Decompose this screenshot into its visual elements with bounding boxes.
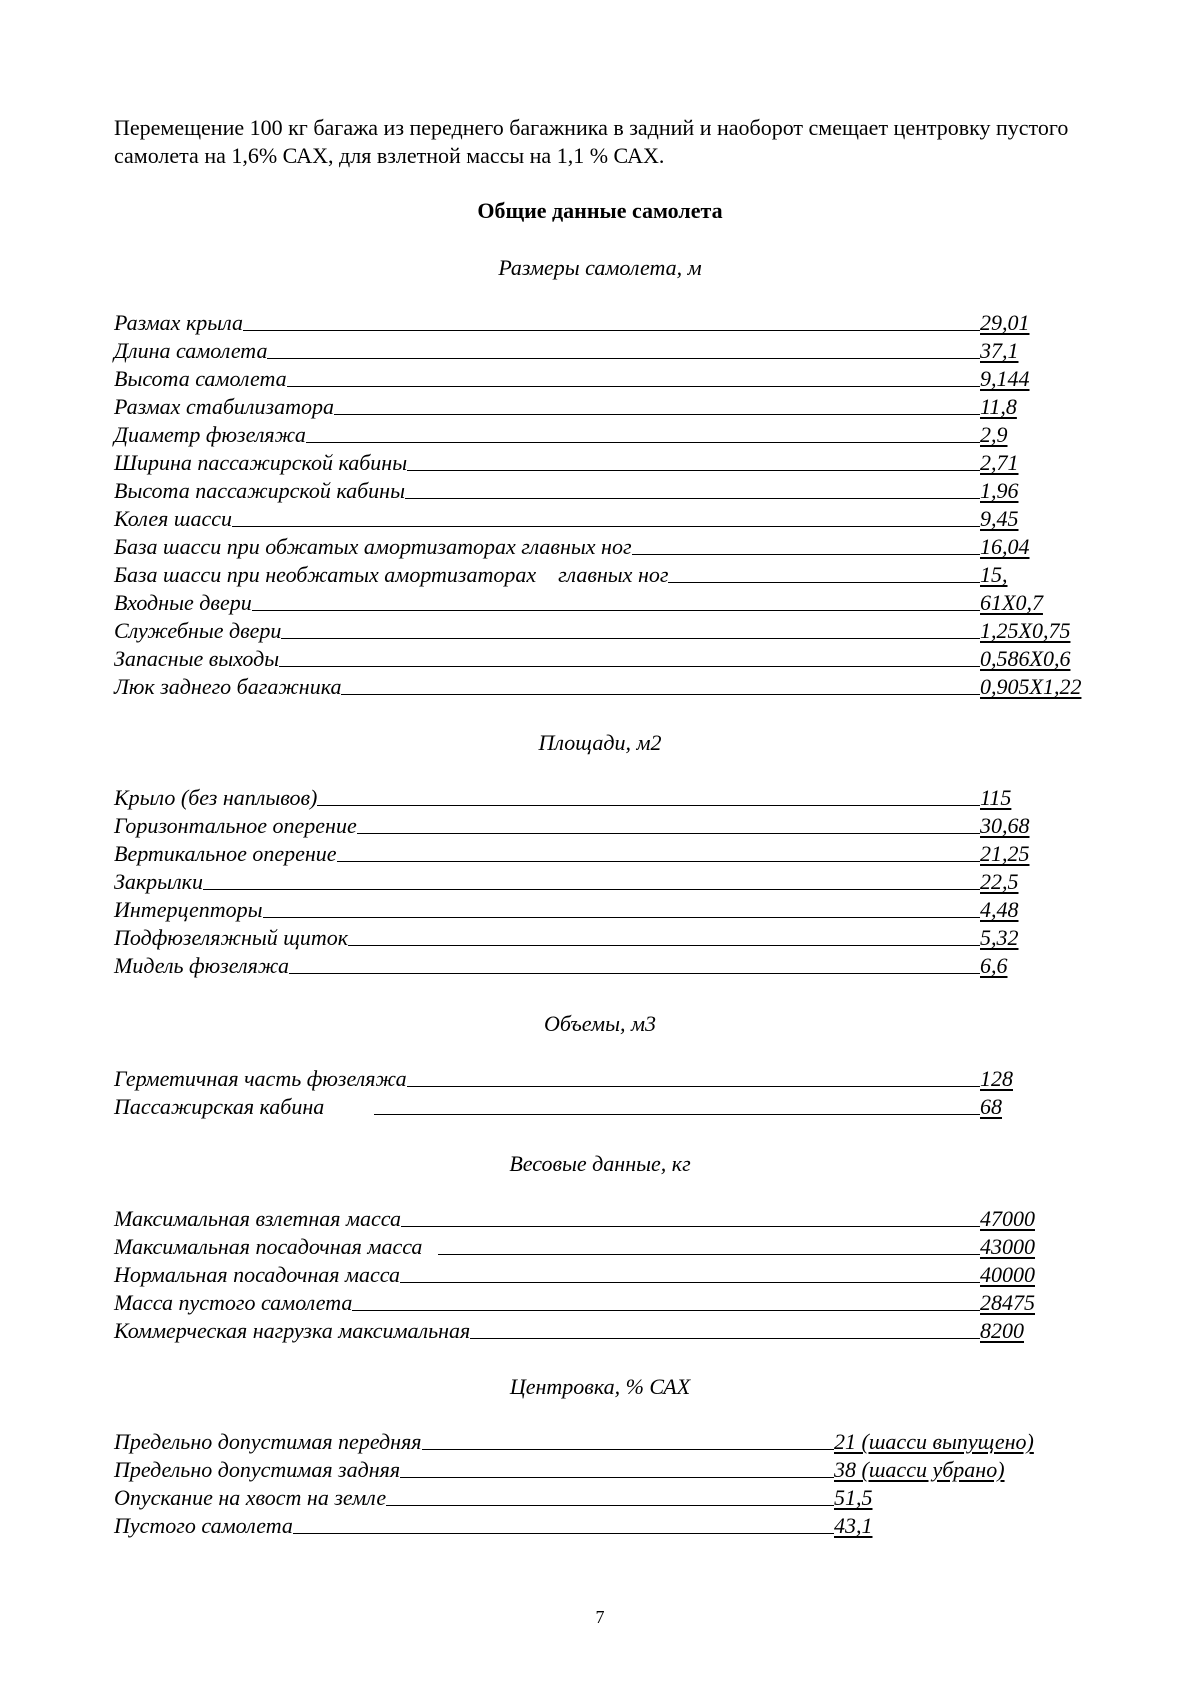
leader-line: [405, 498, 980, 499]
row-label: Интерцепторы: [114, 897, 263, 922]
row-value: 28475: [980, 1290, 1035, 1315]
row-label: Горизонтальное оперение: [114, 813, 357, 838]
table-row: [114, 952, 1104, 980]
row-value: 128: [980, 1066, 1013, 1091]
leader-line: [407, 1086, 980, 1087]
row-value: 6,6: [980, 953, 1008, 978]
row-label: Высота самолета: [114, 366, 287, 391]
table-row: [114, 924, 1104, 952]
leader-line: [279, 666, 980, 667]
section-dimensions: [114, 309, 1104, 701]
row-label: Пустого самолета: [114, 1513, 293, 1538]
table-row: [114, 1512, 1104, 1540]
table-row: [114, 1065, 1104, 1093]
table-row: [114, 309, 1104, 337]
leader-line: [267, 358, 980, 359]
row-value: 15,: [980, 562, 1008, 587]
row-value: 43000: [980, 1234, 1035, 1259]
section-balance: [114, 1428, 1104, 1540]
table-row: [114, 1428, 1104, 1456]
table-row: [114, 1289, 1104, 1317]
row-label: Запасные выходы: [114, 646, 280, 671]
table-row: [114, 393, 1104, 421]
intro-paragraph: Перемещение 100 кг багажа из переднего багажника в задний и наоборот смещает центровку пустого самолета на 1,6% САХ, для взлетной массы на 1,1 % САХ.: [114, 115, 1069, 168]
row-value: 43,1: [834, 1513, 873, 1538]
section-areas: [114, 784, 1104, 980]
row-value: 2,9: [980, 422, 1008, 447]
section-title-areas: Площади, м2: [538, 730, 662, 755]
leader-line: [348, 945, 980, 946]
row-value: 37,1: [980, 338, 1019, 363]
row-value: 9,144: [980, 366, 1030, 391]
row-label: Крыло (без наплывов): [114, 785, 318, 810]
row-label: База шасси при необжатых амортизаторах главных ног: [114, 562, 669, 587]
leader-line: [243, 330, 980, 331]
row-label: Диаметр фюзеляжа: [114, 422, 306, 447]
row-label: Предельно допустимая передняя: [114, 1429, 422, 1454]
row-value: 22,5: [980, 869, 1019, 894]
row-label: Люк заднего багажника: [114, 674, 342, 699]
row-label: Нормальная посадочная масса: [114, 1262, 400, 1287]
leader-line: [668, 582, 980, 583]
leader-line: [632, 554, 980, 555]
section-weights: [114, 1205, 1104, 1345]
row-label: Размах стабилизатора: [114, 394, 334, 419]
row-value: 11,8: [980, 394, 1017, 419]
row-value: 68: [980, 1094, 1002, 1119]
table-row: [114, 617, 1104, 645]
row-value: 29,01: [980, 310, 1030, 335]
row-label: Предельно допустимая задняя: [114, 1457, 401, 1482]
row-label: Входные двери: [114, 590, 252, 615]
row-value: 51,5: [834, 1485, 873, 1510]
row-label: Размах крыла: [114, 310, 243, 335]
row-value: 5,32: [980, 925, 1019, 950]
table-row: [114, 1456, 1104, 1484]
row-value: 0,586Х0,6: [980, 646, 1071, 671]
row-label: Опускание на хвост на земле: [114, 1485, 387, 1510]
table-row: [114, 1205, 1104, 1233]
row-value: 21,25: [980, 841, 1030, 866]
row-value: 16,04: [980, 534, 1030, 559]
table-row: [114, 1317, 1104, 1345]
row-value: 8200: [980, 1318, 1024, 1343]
section-title-dimensions: Размеры самолета, м: [498, 255, 702, 280]
row-value: 30,68: [980, 813, 1030, 838]
table-row: [114, 1093, 1104, 1121]
row-value: 0,905Х1,22: [980, 674, 1082, 699]
table-row: [114, 645, 1104, 673]
row-value: 9,45: [980, 506, 1019, 531]
table-row: [114, 533, 1104, 561]
leader-line: [386, 1505, 834, 1506]
row-label: Мидель фюзеляжа: [114, 953, 289, 978]
table-row: [114, 337, 1104, 365]
section-title-volumes: Объемы, м3: [543, 1011, 657, 1036]
row-value: 21 (шасси выпущено): [834, 1429, 1034, 1454]
row-value: 1,25Х0,75: [980, 618, 1071, 643]
leader-line: [470, 1338, 980, 1339]
table-row: [114, 784, 1104, 812]
leader-line: [400, 1477, 834, 1478]
table-row: [114, 840, 1104, 868]
page-number: 7: [595, 1607, 605, 1627]
leader-line: [334, 414, 980, 415]
row-label: Пассажирская кабина: [114, 1094, 325, 1119]
section-volumes: [114, 1065, 1104, 1121]
leader-line: [203, 889, 980, 890]
leader-line: [400, 1282, 980, 1283]
row-label: Подфюзеляжный щиток: [114, 925, 349, 950]
leader-line: [341, 694, 980, 695]
leader-line: [352, 1310, 980, 1311]
table-row: [114, 1484, 1104, 1512]
table-row: [114, 449, 1104, 477]
leader-line: [263, 917, 980, 918]
leader-line: [374, 1114, 980, 1115]
table-row: [114, 868, 1104, 896]
leader-line: [281, 638, 980, 639]
leader-line: [401, 1226, 980, 1227]
leader-line: [337, 861, 980, 862]
row-value: 47000: [980, 1206, 1035, 1231]
table-row: [114, 812, 1104, 840]
table-row: [114, 365, 1104, 393]
row-label: Колея шасси: [114, 506, 232, 531]
row-label: Длина самолета: [114, 338, 268, 363]
row-label: Высота пассажирской кабины: [114, 478, 405, 503]
row-label: Ширина пассажирской кабины: [114, 450, 408, 475]
table-row: [114, 561, 1104, 589]
leader-line: [289, 973, 980, 974]
row-label: Масса пустого самолета: [114, 1290, 353, 1315]
leader-line: [438, 1254, 980, 1255]
section-title-balance: Центровка, % САХ: [509, 1374, 691, 1399]
table-row: [114, 477, 1104, 505]
table-row: [114, 589, 1104, 617]
row-label: Герметичная часть фюзеляжа: [114, 1066, 407, 1091]
row-label: Служебные двери: [114, 618, 282, 643]
section-title-weights: Весовые данные, кг: [509, 1151, 691, 1176]
row-label: Закрылки: [114, 869, 203, 894]
leader-line: [357, 833, 980, 834]
table-row: [114, 1233, 1104, 1261]
row-label: Вертикальное оперение: [114, 841, 337, 866]
row-label: Максимальная посадочная масса: [114, 1234, 423, 1259]
leader-line: [422, 1449, 834, 1450]
row-label: Максимальная взлетная масса: [114, 1206, 401, 1231]
row-value: 115: [980, 785, 1012, 810]
leader-line: [293, 1533, 834, 1534]
leader-line: [287, 386, 980, 387]
row-value: 61Х0,7: [980, 590, 1043, 615]
leader-line: [232, 526, 980, 527]
leader-line: [317, 805, 980, 806]
row-value: 2,71: [980, 450, 1019, 475]
leader-line: [407, 470, 980, 471]
row-label: База шасси при обжатых амортизаторах главных ног: [114, 534, 632, 559]
table-row: [114, 673, 1104, 701]
document-title: Общие данные самолета: [477, 198, 723, 223]
table-row: [114, 421, 1104, 449]
table-row: [114, 505, 1104, 533]
table-row: [114, 896, 1104, 924]
row-value: 38 (шасси убрано): [834, 1457, 1005, 1482]
table-row: [114, 1261, 1104, 1289]
row-value: 40000: [980, 1262, 1035, 1287]
leader-line: [252, 610, 980, 611]
row-value: 1,96: [980, 478, 1019, 503]
row-label: Коммерческая нагрузка максимальная: [114, 1318, 471, 1343]
row-value: 4,48: [980, 897, 1019, 922]
leader-line: [306, 442, 980, 443]
